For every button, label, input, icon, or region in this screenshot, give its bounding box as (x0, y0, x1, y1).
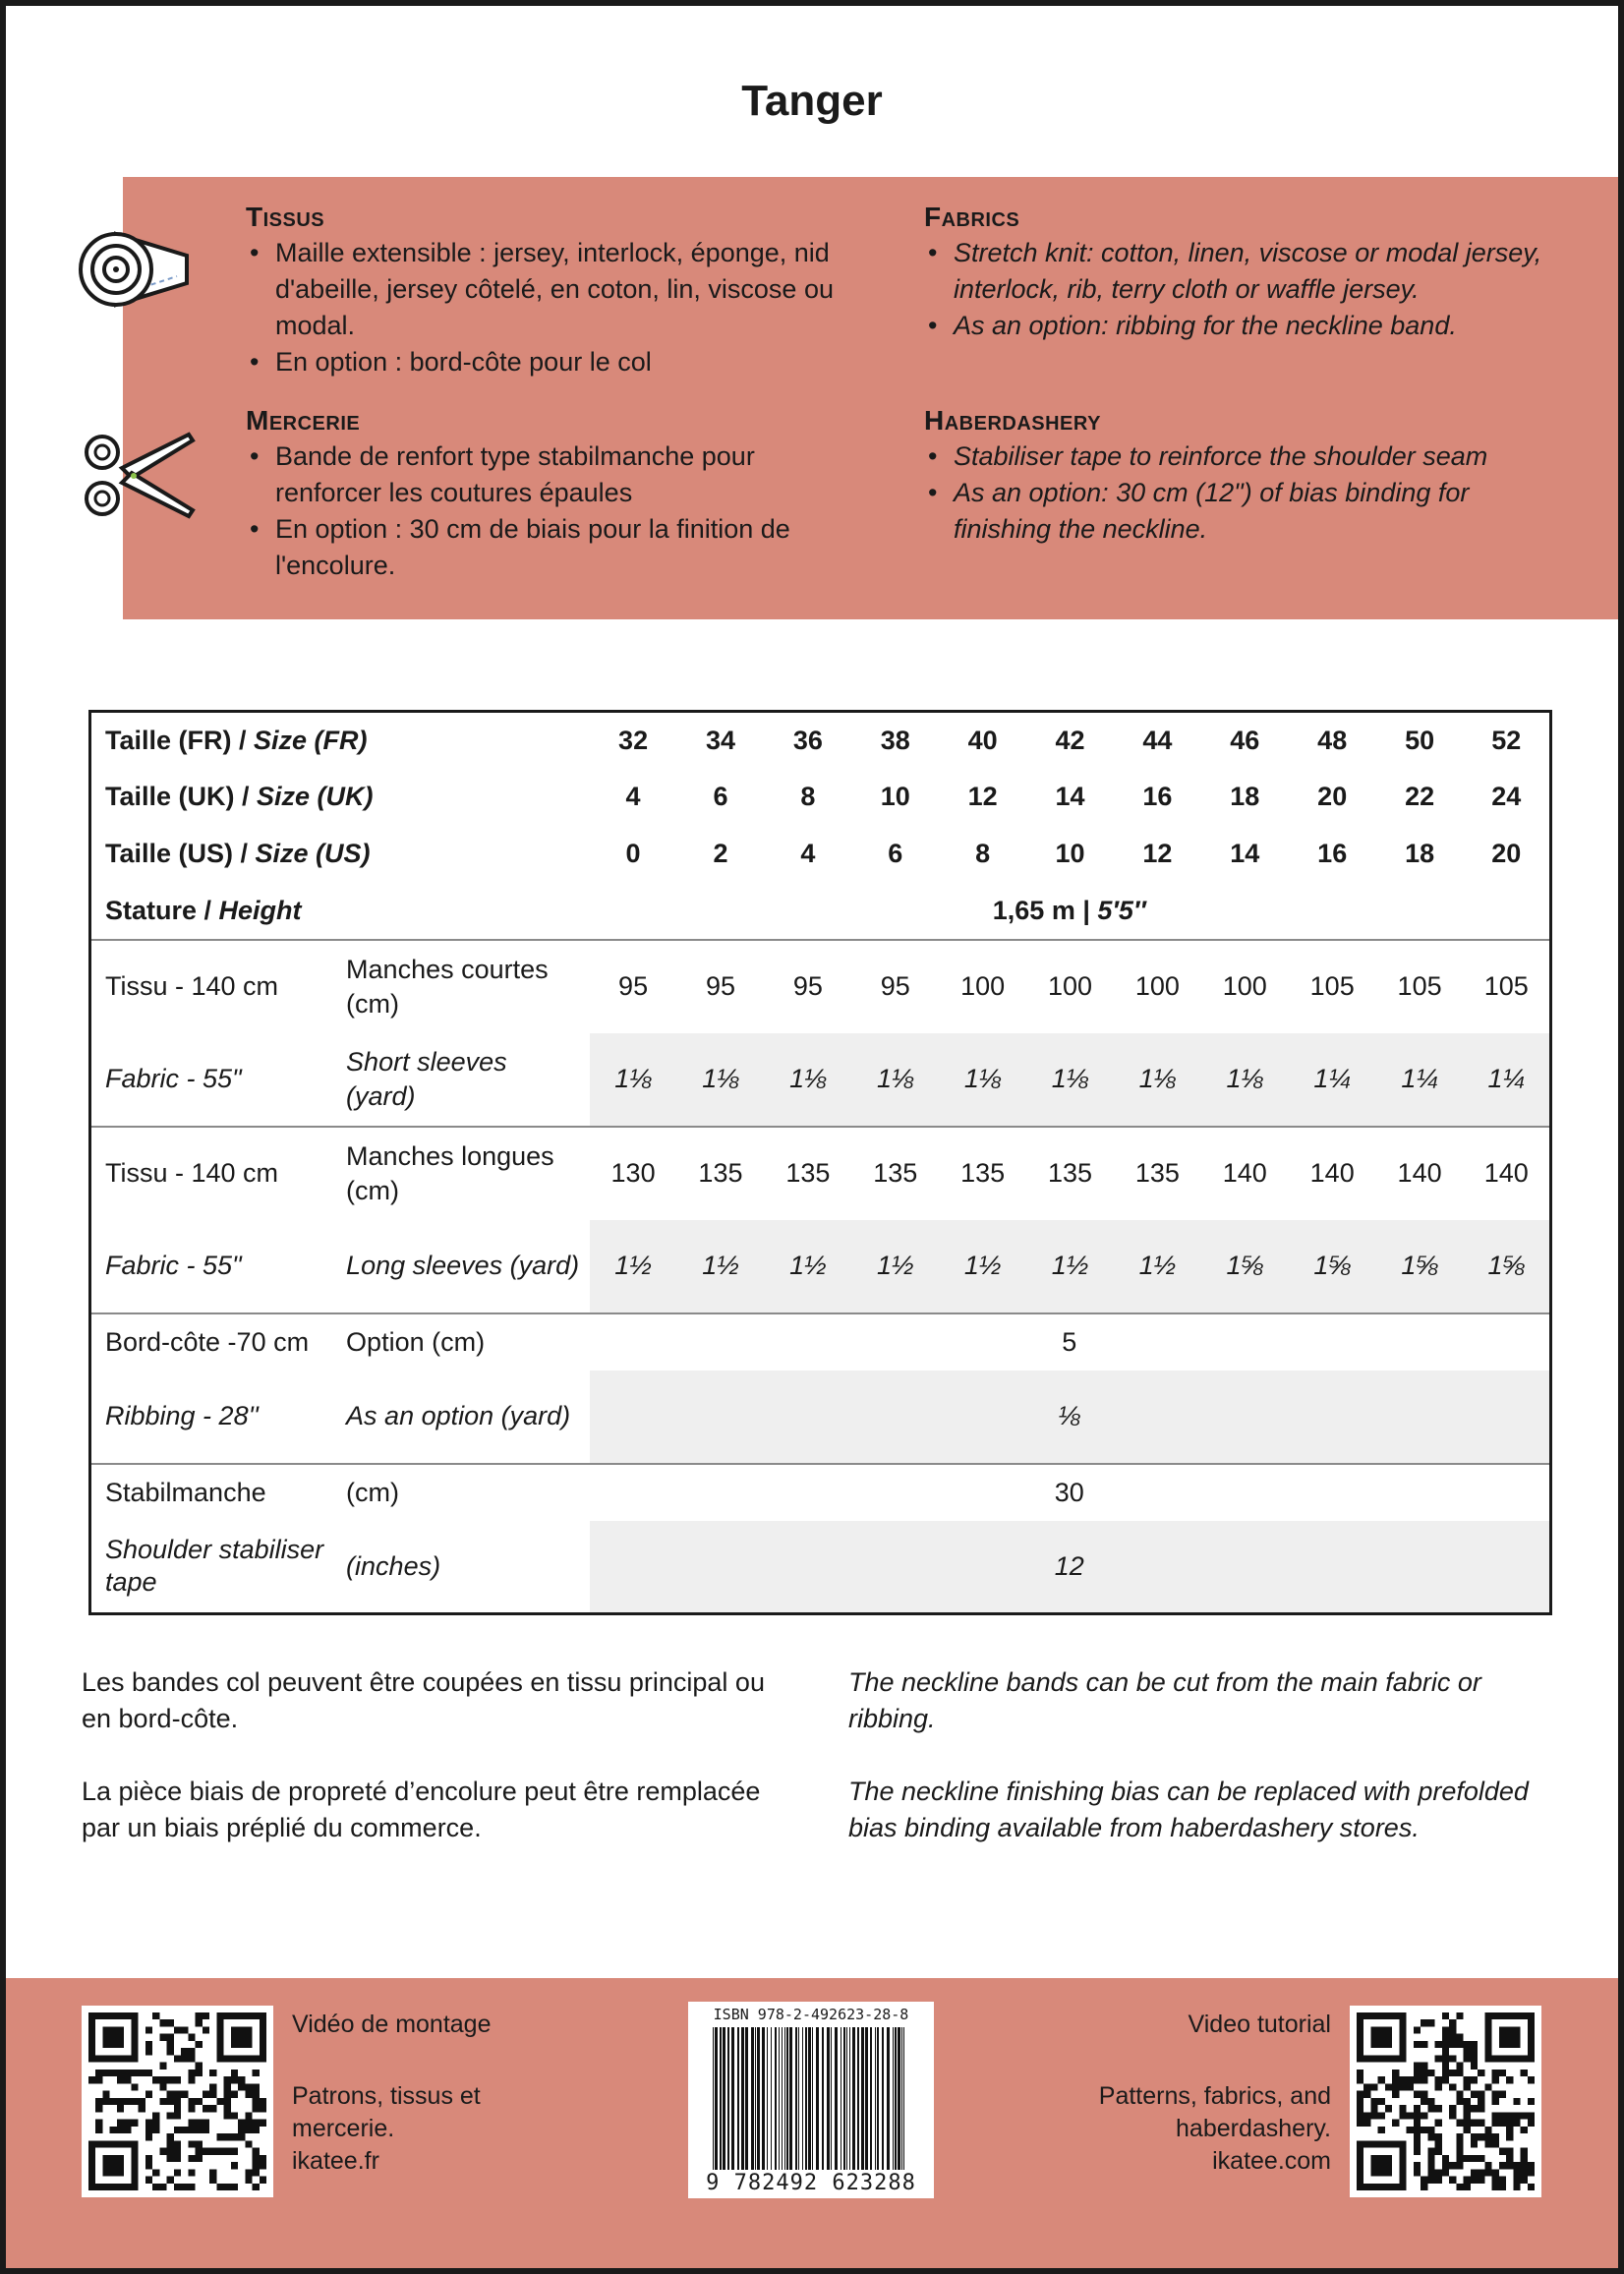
rib-yd-label2: As an option (yard) (346, 1401, 571, 1430)
short-cm-row (90, 940, 1551, 1033)
video-link-fr[interactable]: Vidéo de montage (292, 2011, 492, 2038)
long-cm-cell: 135 (851, 1127, 939, 1220)
short-cm-label1: Tissu - 140 cm (90, 940, 339, 1033)
footer-tagline-en: Patterns, fabrics, and haberdashery. (1098, 2082, 1331, 2142)
haberdashery-fr-section (246, 403, 865, 584)
size-uk-cell: 8 (800, 782, 816, 811)
ean-number: 9 782492 623288 (706, 2171, 916, 2195)
barcode-icon (713, 2027, 909, 2175)
qr-code-icon[interactable] (1350, 2006, 1541, 2197)
size-us-cell: 6 (888, 839, 903, 868)
website-link-fr[interactable]: ikatee.fr (292, 2147, 379, 2175)
size-table (88, 710, 1552, 1615)
size-uk-cell: 24 (1491, 782, 1522, 811)
tape-in-row (90, 1521, 1551, 1614)
fabrics-en-section (924, 200, 1553, 344)
size-uk-cell: 18 (1230, 782, 1260, 811)
short-yd-cell: 1⅛ (1201, 1033, 1289, 1127)
rib-cm-row (90, 1313, 1551, 1370)
long-yd-cell: 1½ (764, 1220, 851, 1313)
height-value: 1,65 m | 5′5″ (992, 895, 1146, 925)
haberdashery-en-heading: Haberdashery (924, 405, 1101, 436)
short-cm-cell: 100 (1026, 940, 1114, 1033)
size-us-label: Taille (US) / Size (US) (105, 839, 371, 868)
long-cm-row (90, 1127, 1551, 1220)
note-en: The neckline bands can be cut from the main fabric or ribbing. (848, 1667, 1481, 1733)
size-fr-cell: 50 (1405, 725, 1435, 755)
long-yd-cell: 1½ (677, 1220, 765, 1313)
fabrics-fr-item: • En option : bord-côte pour le col (246, 344, 865, 380)
long-yd-cell: 1½ (1026, 1220, 1114, 1313)
haberdashery-en-section (924, 403, 1553, 548)
height-label: Stature / Height (105, 895, 302, 925)
long-cm-cell: 135 (764, 1127, 851, 1220)
long-cm-cell: 135 (939, 1127, 1026, 1220)
tape-cm-row (90, 1464, 1551, 1521)
short-cm-cell: 95 (851, 940, 939, 1033)
video-link-en[interactable]: Video tutorial (1188, 2011, 1331, 2038)
short-yd-cell: 1¼ (1289, 1033, 1376, 1127)
short-cm-cell: 105 (1464, 940, 1551, 1033)
size-uk-cell: 14 (1055, 782, 1085, 811)
rib-yd-row (90, 1370, 1551, 1464)
short-cm-cell: 95 (677, 940, 765, 1033)
size-uk-label: Taille (UK) / Size (UK) (105, 782, 374, 811)
short-yd-cell: 1⅛ (851, 1033, 939, 1127)
size-uk-cell: 6 (713, 782, 728, 811)
height-row (90, 883, 1551, 940)
size-fr-row (90, 712, 1551, 769)
short-yd-cell: 1⅛ (939, 1033, 1026, 1127)
size-us-cell: 12 (1142, 839, 1173, 868)
note-en: The neckline finishing bias can be replaced with prefolded bias binding available from haberdashery stores. (848, 1777, 1529, 1842)
size-fr-cell: 38 (880, 725, 910, 755)
fabric-roll-icon (79, 214, 202, 313)
footer-tagline-fr: Patrons, tissus et mercerie. (292, 2082, 481, 2142)
size-fr-cell: 44 (1142, 725, 1173, 755)
long-cm-cell: 130 (590, 1127, 677, 1220)
tape-cm-label2: (cm) (338, 1464, 590, 1521)
rib-cm-label1: Bord-côte -70 cm (90, 1313, 339, 1370)
short-yd-row (90, 1033, 1551, 1127)
fabrics-fr-section (246, 200, 865, 380)
size-fr-cell: 34 (705, 725, 735, 755)
fabrics-en-item: • As an option: ribbing for the neckline band. (924, 308, 1553, 344)
long-yd-row (90, 1220, 1551, 1313)
long-yd-label1: Fabric - 55" (105, 1251, 242, 1280)
size-us-cell: 14 (1230, 839, 1260, 868)
short-cm-cell: 100 (939, 940, 1026, 1033)
long-cm-cell: 135 (677, 1127, 765, 1220)
isbn-text: ISBN 978-2-492623-28-8 (713, 2006, 909, 2023)
tape-cm-label1: Stabilmanche (90, 1464, 339, 1521)
size-us-cell: 16 (1317, 839, 1348, 868)
size-fr-cell: 36 (792, 725, 823, 755)
fabrics-fr-item: • Maille extensible : jersey, interlock, éponge, nid d'abeille, jersey côtelé, en coton, lin, viscose ou modal. (246, 235, 865, 344)
long-yd-cell: 1½ (851, 1220, 939, 1313)
short-cm-cell: 95 (590, 940, 677, 1033)
rib-cm-value: 5 (590, 1313, 1551, 1370)
size-uk-row (90, 769, 1551, 826)
tape-cm-value: 30 (590, 1464, 1551, 1521)
size-uk-cell: 12 (967, 782, 998, 811)
short-yd-cell: 1⅛ (764, 1033, 851, 1127)
long-yd-cell: 1½ (590, 1220, 677, 1313)
notes-en (848, 1664, 1556, 1883)
rib-cm-label2: Option (cm) (338, 1313, 590, 1370)
size-uk-cell: 22 (1405, 782, 1435, 811)
haberdashery-fr-item: • En option : 30 cm de biais pour la finition de l'encolure. (246, 511, 865, 584)
fabrics-en-item: • Stretch knit: cotton, linen, viscose or modal jersey, interlock, rib, terry cloth or waffle jersey. (924, 235, 1553, 308)
short-yd-cell: 1⅛ (590, 1033, 677, 1127)
long-cm-cell: 140 (1289, 1127, 1376, 1220)
size-fr-cell: 42 (1055, 725, 1085, 755)
scissors-icon (83, 429, 196, 522)
barcode-block (688, 2002, 934, 2198)
tape-in-label1: Shoulder stabiliser tape (105, 1535, 324, 1598)
long-cm-cell: 140 (1376, 1127, 1464, 1220)
short-cm-cell: 105 (1289, 940, 1376, 1033)
long-cm-cell: 135 (1114, 1127, 1201, 1220)
rib-yd-label1: Ribbing - 28'' (105, 1401, 259, 1430)
haberdashery-fr-heading: Mercerie (246, 405, 361, 436)
size-fr-cell: 32 (618, 725, 649, 755)
size-us-row (90, 826, 1551, 883)
long-yd-cell: 1⅝ (1289, 1220, 1376, 1313)
long-cm-cell: 140 (1201, 1127, 1289, 1220)
notes-fr (82, 1664, 789, 1883)
short-cm-cell: 100 (1201, 940, 1289, 1033)
long-yd-cell: 1⅝ (1464, 1220, 1551, 1313)
haberdashery-fr-item: • Bande de renfort type stabilmanche pour renforcer les coutures épaules (246, 438, 865, 511)
long-cm-label1: Tissu - 140 cm (90, 1127, 339, 1220)
long-yd-cell: 1½ (939, 1220, 1026, 1313)
fabrics-fr-heading: Tissus (246, 202, 325, 232)
short-cm-cell: 105 (1376, 940, 1464, 1033)
short-yd-cell: 1⅛ (1026, 1033, 1114, 1127)
size-fr-cell: 40 (967, 725, 998, 755)
haberdashery-en-item: • Stabiliser tape to reinforce the shoulder seam (924, 438, 1553, 475)
size-fr-cell: 46 (1230, 725, 1260, 755)
size-uk-cell: 4 (625, 782, 641, 811)
short-yd-cell: 1¼ (1464, 1033, 1551, 1127)
long-yd-cell: 1⅝ (1201, 1220, 1289, 1313)
size-us-cell: 0 (625, 839, 641, 868)
footer-right-text (1062, 2009, 1331, 2178)
size-uk-cell: 10 (880, 782, 910, 811)
long-yd-label2: Long sleeves (yard) (346, 1251, 580, 1280)
rib-yd-value: ⅛ (590, 1370, 1551, 1464)
size-us-cell: 10 (1055, 839, 1085, 868)
website-link-en[interactable]: ikatee.com (1212, 2147, 1331, 2175)
short-yd-cell: 1⅛ (677, 1033, 765, 1127)
tape-in-label2: (inches) (346, 1550, 441, 1581)
size-us-cell: 2 (713, 839, 728, 868)
fabrics-en-heading: Fabrics (924, 202, 1020, 232)
note-fr: La pièce biais de propreté d’encolure peut être remplacée par un biais préplié du commerce. (82, 1777, 761, 1842)
long-yd-cell: 1½ (1114, 1220, 1201, 1313)
size-us-cell: 18 (1405, 839, 1435, 868)
long-cm-label2: Manches longues (cm) (338, 1127, 590, 1220)
size-us-cell: 8 (975, 839, 991, 868)
long-cm-cell: 140 (1464, 1127, 1551, 1220)
long-cm-cell: 135 (1026, 1127, 1114, 1220)
size-uk-cell: 20 (1317, 782, 1348, 811)
page-title: Tanger (741, 77, 883, 125)
size-fr-cell: 48 (1317, 725, 1348, 755)
size-us-cell: 20 (1491, 839, 1522, 868)
short-yd-label1: Fabric - 55" (105, 1064, 242, 1093)
short-yd-cell: 1¼ (1376, 1033, 1464, 1127)
short-cm-cell: 95 (764, 940, 851, 1033)
size-uk-cell: 16 (1142, 782, 1173, 811)
tape-in-value: 12 (590, 1521, 1551, 1614)
short-cm-label2: Manches courtes (cm) (338, 940, 590, 1033)
long-yd-cell: 1⅝ (1376, 1220, 1464, 1313)
size-fr-cell: 52 (1491, 725, 1522, 755)
qr-code-icon[interactable] (82, 2006, 273, 2197)
size-us-cell: 4 (800, 839, 816, 868)
short-cm-cell: 100 (1114, 940, 1201, 1033)
short-yd-label2: Short sleeves (yard) (346, 1046, 507, 1111)
note-fr: Les bandes col peuvent être coupées en tissu principal ou en bord-côte. (82, 1667, 765, 1733)
haberdashery-en-item: • As an option: 30 cm (12") of bias binding for finishing the neckline. (924, 475, 1553, 548)
short-yd-cell: 1⅛ (1114, 1033, 1201, 1127)
footer-left-text (292, 2009, 548, 2178)
size-fr-label: Taille (FR) / Size (FR) (105, 725, 368, 755)
